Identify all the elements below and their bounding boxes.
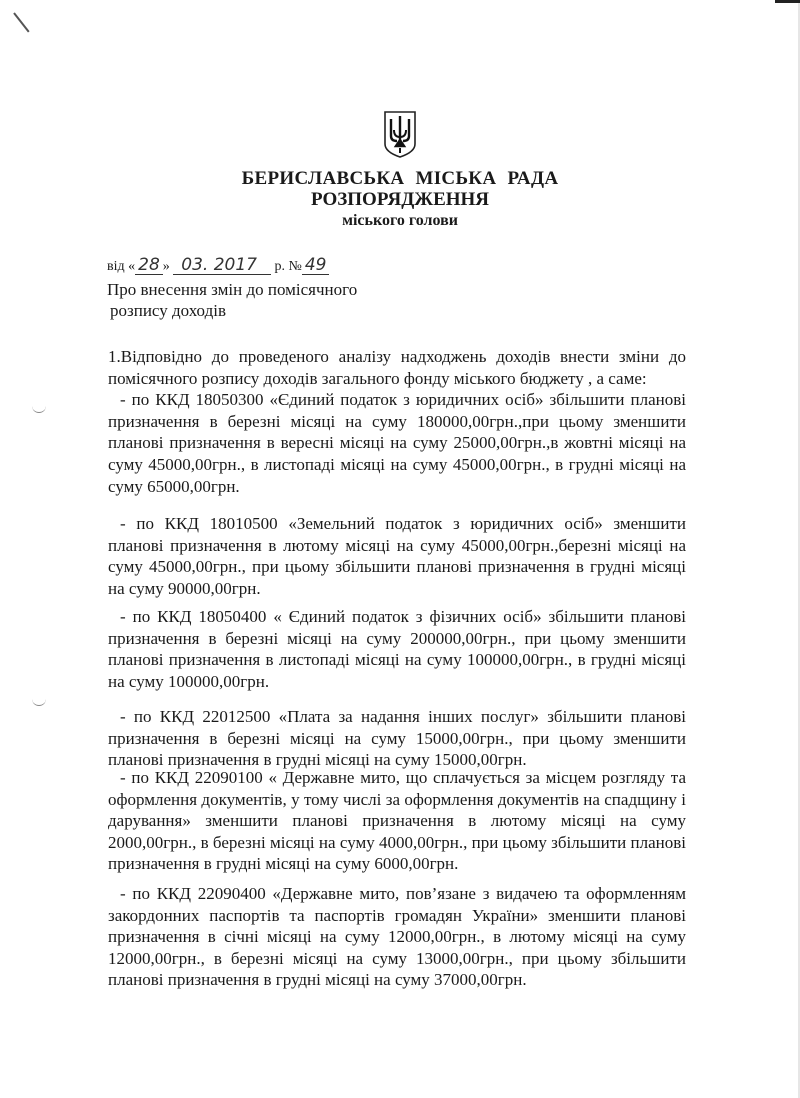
list-item-block [108, 706, 686, 771]
issuer: міського голови [342, 212, 458, 229]
document-number: 49 [302, 256, 330, 275]
date-line [107, 256, 329, 275]
date-year-suffix: р. [274, 259, 285, 274]
list-item: - по ККД 18050300 «Єдиний податок з юридичних осіб» збільшити планові призначення в березні місяці на суму 180000,00грн.,при цьому зменшити планові призначення в вересні місяці на суму 25000,00грн.,в жовтні місяці на суму 45000,00грн., в листопаді місяці на суму 45000,00грн., в грудні місяці на суму 65000,00грн. [108, 390, 686, 496]
list-item: - по ККД 18050400 « Єдиний податок з фізичних осіб» збільшити планові призначення в березні місяці на суму 200000,00грн., при цьому зменшити планові призначення в листопаді місяці на суму 100000,00грн., в грудні місяці на суму 100000,00грн. [108, 607, 686, 691]
intro-paragraph: 1.Відповідно до проведеного аналізу надходжень доходів внести зміни до помісячного розпису доходів загального фонду міського бюджету , а саме: [108, 347, 686, 388]
date-prefix: від « [107, 259, 136, 274]
council-name: БЕРИСЛАВСЬКА МІСЬКА РАДА [241, 168, 559, 189]
date-day: 28 [135, 256, 163, 275]
date-month-year: 03. 2017 [173, 256, 271, 275]
punch-hole-mark [32, 404, 46, 413]
paragraph-1 [108, 346, 686, 497]
scan-mark [13, 12, 29, 32]
number-label: № [288, 259, 302, 274]
list-item-block [108, 767, 686, 875]
list-item: - по ККД 22090100 « Державне мито, що сплачується за місцем розгляду та оформлення документів, у тому числі за оформлення документів на спадщину і дарування» зменшити планові призначення в лютому місяці на суму 2000,00грн., в березні місяці на суму 4000,00грн., при цьому збільшити планові призначення в грудні місяці на суму 6000,00грн. [108, 768, 686, 874]
page-corner [775, 0, 800, 3]
list-item-block [108, 883, 686, 991]
trident-coat-of-arms-icon [383, 110, 417, 158]
list-item: - по ККД 22012500 «Плата за надання інших послуг» збільшити планові призначення в березні місяці на суму 15000,00грн., при цьому зменшити планові призначення в грудні місяці на суму 15000,00грн. [108, 707, 686, 770]
list-item-block [108, 606, 686, 692]
list-item: - по ККД 22090400 «Державне мито, пов’язане з видачею та оформленням закордонних паспортів та паспортів громадян України» зменшити планові призначення в січні місяці на суму 12000,00грн., в лютому місяці на суму 12000,00грн., в березні місяці на суму 13000,00грн., при цьому збільшити планові призначення в грудні місяці на суму 37000,00грн. [108, 884, 686, 990]
subject [107, 279, 357, 321]
list-item-block [108, 513, 686, 599]
document-type: РОЗПОРЯДЖЕННЯ [310, 189, 490, 210]
list-item: - по ККД 18010500 «Земельний податок з юридичних осіб» зменшити планові призначення в лютому місяці на суму 45000,00грн.,березні місяці на суму 45000,00грн., при цьому збільшити планові призначення в грудні місяці на суму 90000,00грн. [108, 514, 686, 598]
subject-line-2: розпису доходів [110, 301, 226, 320]
subject-line-1: Про внесення змін до помісячного [107, 280, 358, 299]
date-mid: » [162, 259, 170, 274]
punch-hole-mark [32, 697, 46, 706]
